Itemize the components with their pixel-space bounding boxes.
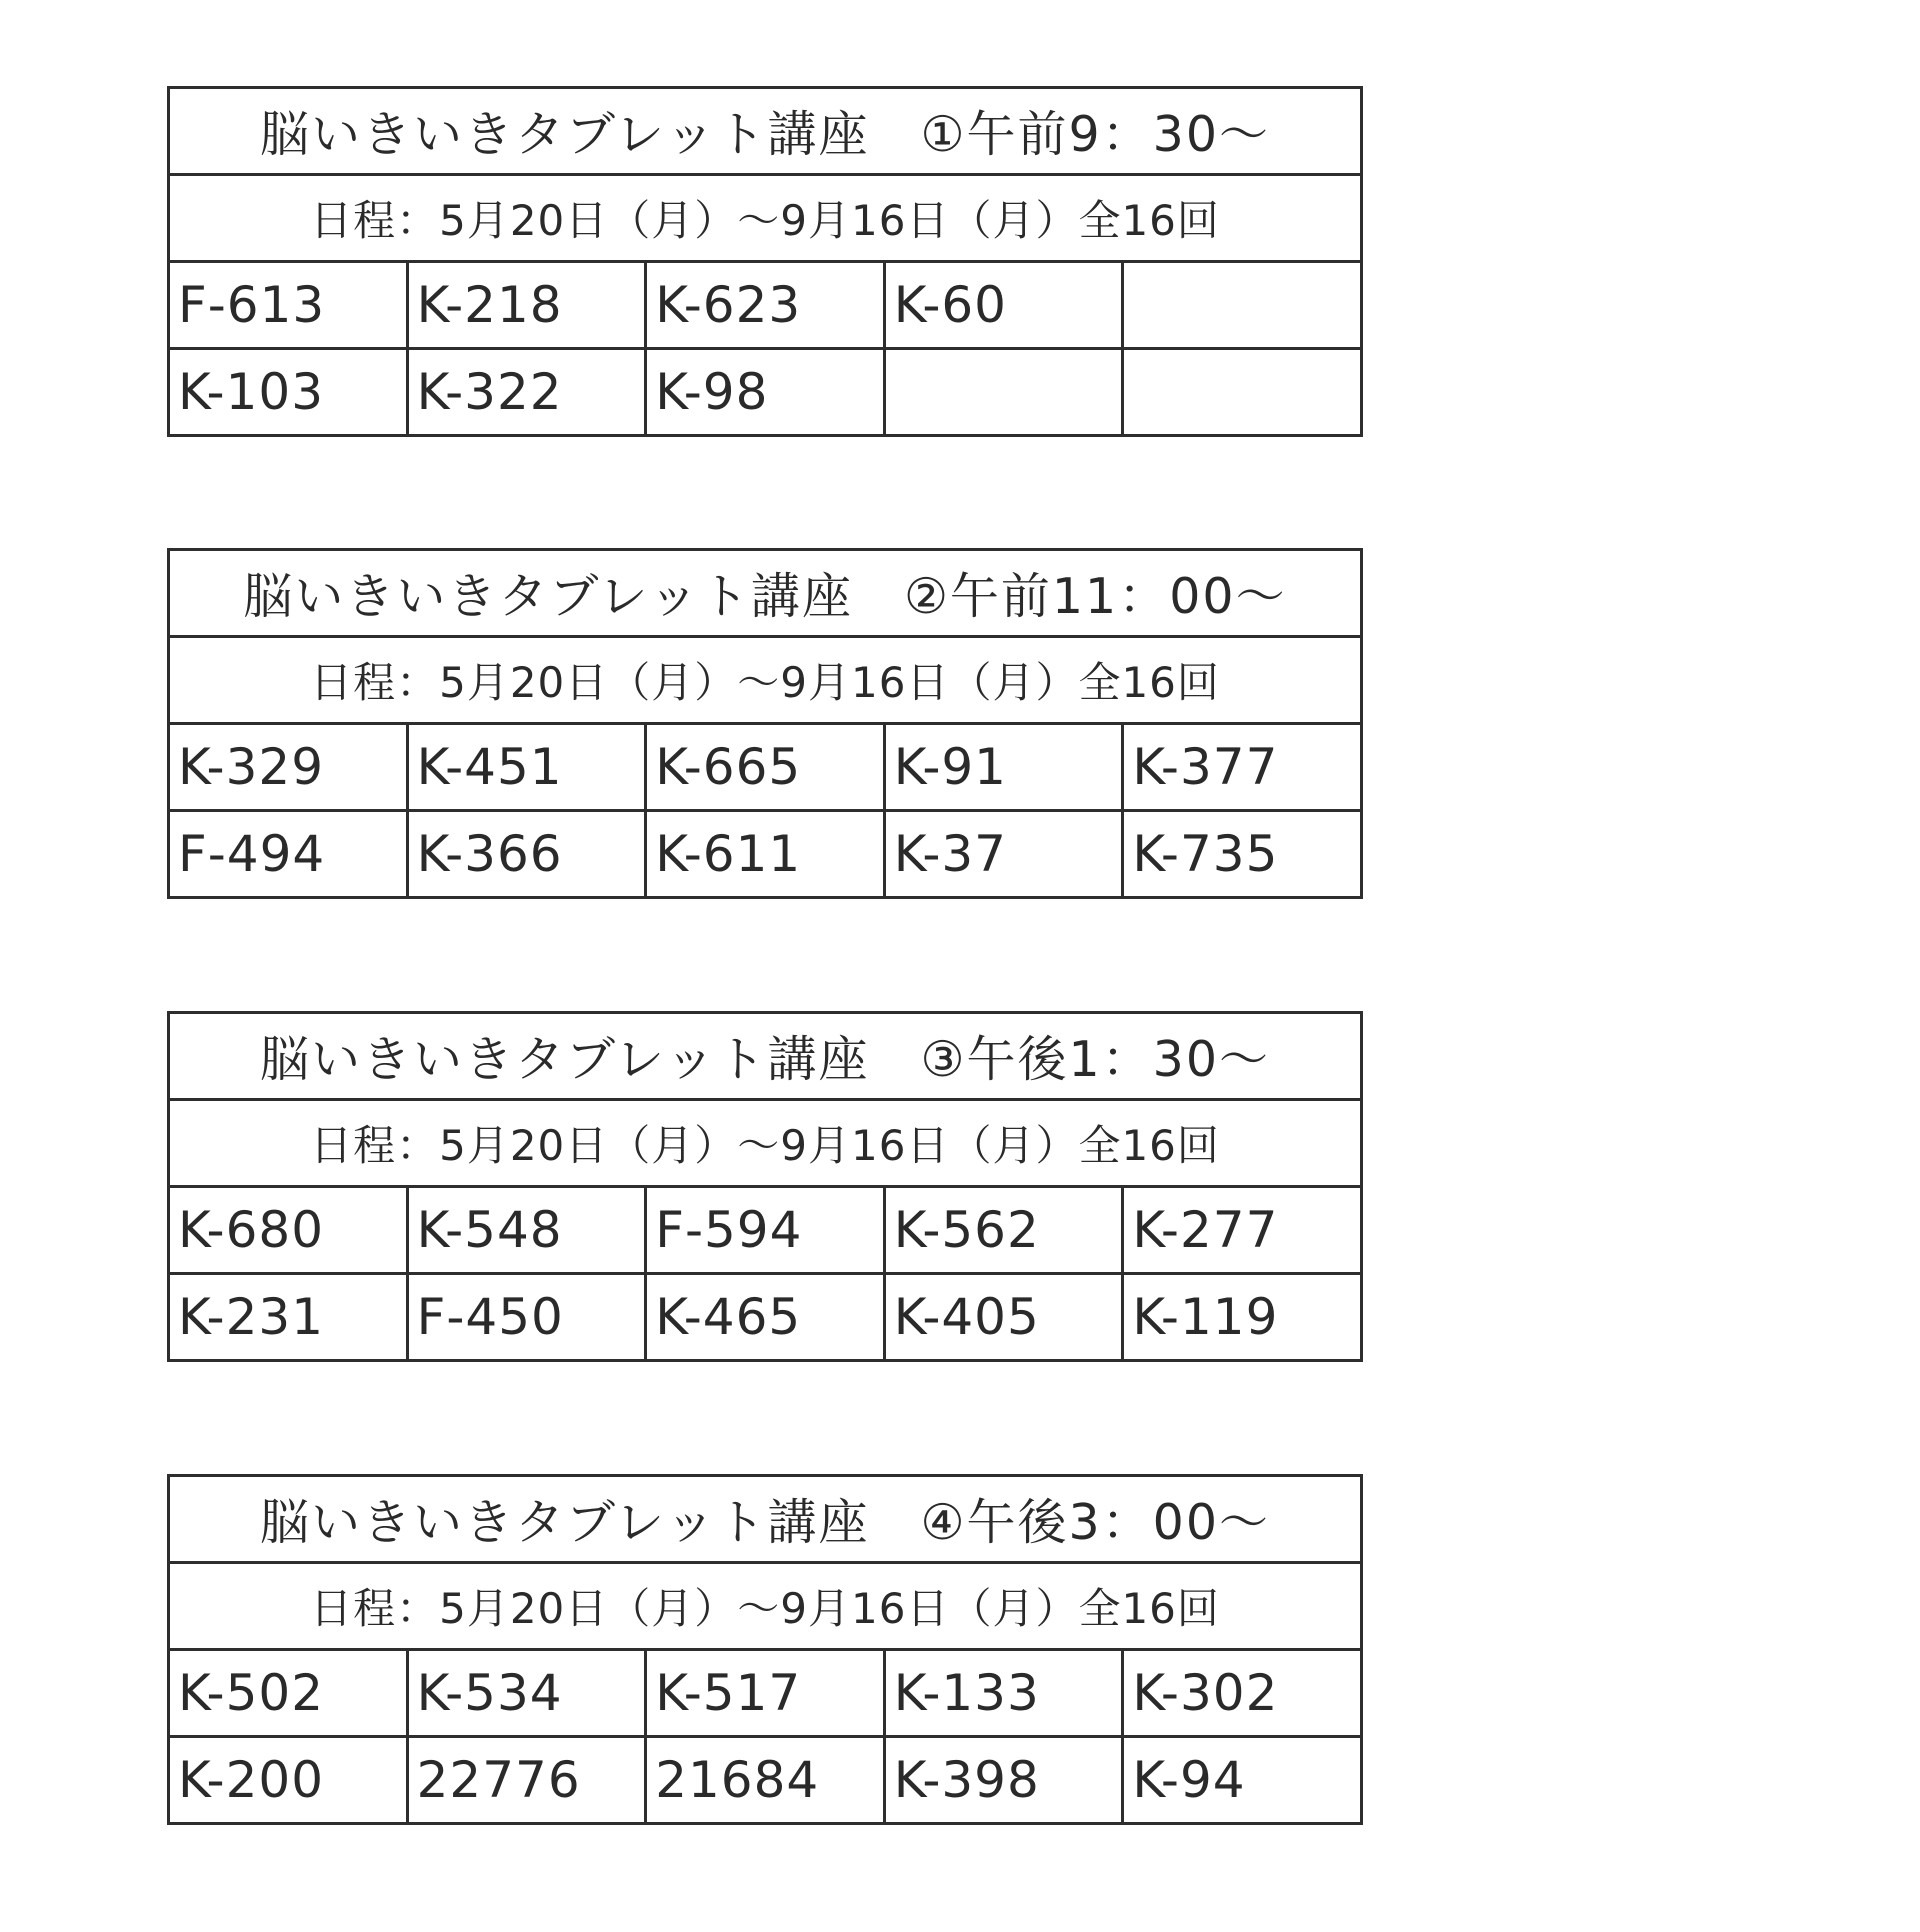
session-schedule: 日程：5月20日（月）～9月16日（月）全16回 <box>169 1100 1362 1187</box>
session-table-4 <box>167 1474 1363 1825</box>
participant-code: K-502 <box>169 1650 408 1737</box>
participant-code: F-450 <box>407 1274 646 1361</box>
participant-code: K-465 <box>646 1274 885 1361</box>
title-row <box>169 88 1362 175</box>
participant-row <box>169 811 1362 898</box>
session-title: 脳いきいきタブレット講座 ③午後1：30～ <box>169 1013 1362 1100</box>
participant-code <box>884 349 1123 436</box>
participant-code: F-494 <box>169 811 408 898</box>
participant-row <box>169 349 1362 436</box>
participant-row <box>169 1650 1362 1737</box>
participant-code: K-735 <box>1123 811 1362 898</box>
participant-code: K-322 <box>407 349 646 436</box>
participant-code <box>1123 349 1362 436</box>
participant-code: K-398 <box>884 1737 1123 1824</box>
schedule-row <box>169 1563 1362 1650</box>
schedule-row <box>169 175 1362 262</box>
participant-code: K-37 <box>884 811 1123 898</box>
schedule-row <box>169 1100 1362 1187</box>
schedule-row <box>169 637 1362 724</box>
title-row <box>169 1476 1362 1563</box>
session-schedule: 日程：5月20日（月）～9月16日（月）全16回 <box>169 637 1362 724</box>
participant-code: K-200 <box>169 1737 408 1824</box>
participant-code: K-91 <box>884 724 1123 811</box>
participant-row <box>169 1274 1362 1361</box>
participant-code <box>1123 262 1362 349</box>
participant-code: F-613 <box>169 262 408 349</box>
participant-code: K-562 <box>884 1187 1123 1274</box>
participant-code: K-534 <box>407 1650 646 1737</box>
participant-code: K-680 <box>169 1187 408 1274</box>
participant-code: K-517 <box>646 1650 885 1737</box>
session-title: 脳いきいきタブレット講座 ①午前9：30～ <box>169 88 1362 175</box>
session-title: 脳いきいきタブレット講座 ④午後3：00～ <box>169 1476 1362 1563</box>
participant-code: K-623 <box>646 262 885 349</box>
participant-code: K-302 <box>1123 1650 1362 1737</box>
participant-code: K-366 <box>407 811 646 898</box>
participant-code: K-103 <box>169 349 408 436</box>
participant-code: K-218 <box>407 262 646 349</box>
participant-code: K-451 <box>407 724 646 811</box>
participant-code: K-665 <box>646 724 885 811</box>
session-table-2 <box>167 548 1363 899</box>
participant-code: K-277 <box>1123 1187 1362 1274</box>
participant-code: K-329 <box>169 724 408 811</box>
participant-row <box>169 262 1362 349</box>
participant-code: K-94 <box>1123 1737 1362 1824</box>
session-schedule: 日程：5月20日（月）～9月16日（月）全16回 <box>169 1563 1362 1650</box>
participant-code: K-377 <box>1123 724 1362 811</box>
session-title: 脳いきいきタブレット講座 ②午前11：00～ <box>169 550 1362 637</box>
participant-code: K-98 <box>646 349 885 436</box>
title-row <box>169 1013 1362 1100</box>
title-row <box>169 550 1362 637</box>
participant-code: K-119 <box>1123 1274 1362 1361</box>
participant-code: K-405 <box>884 1274 1123 1361</box>
participant-row <box>169 1187 1362 1274</box>
session-table-3 <box>167 1011 1363 1362</box>
participant-code: K-611 <box>646 811 885 898</box>
session-schedule: 日程：5月20日（月）～9月16日（月）全16回 <box>169 175 1362 262</box>
participant-row <box>169 724 1362 811</box>
session-table-1 <box>167 86 1363 437</box>
participant-code: K-231 <box>169 1274 408 1361</box>
participant-code: F-594 <box>646 1187 885 1274</box>
participant-code: 22776 <box>407 1737 646 1824</box>
participant-code: K-60 <box>884 262 1123 349</box>
participant-code: K-133 <box>884 1650 1123 1737</box>
participant-row <box>169 1737 1362 1824</box>
participant-code: K-548 <box>407 1187 646 1274</box>
participant-code: 21684 <box>646 1737 885 1824</box>
